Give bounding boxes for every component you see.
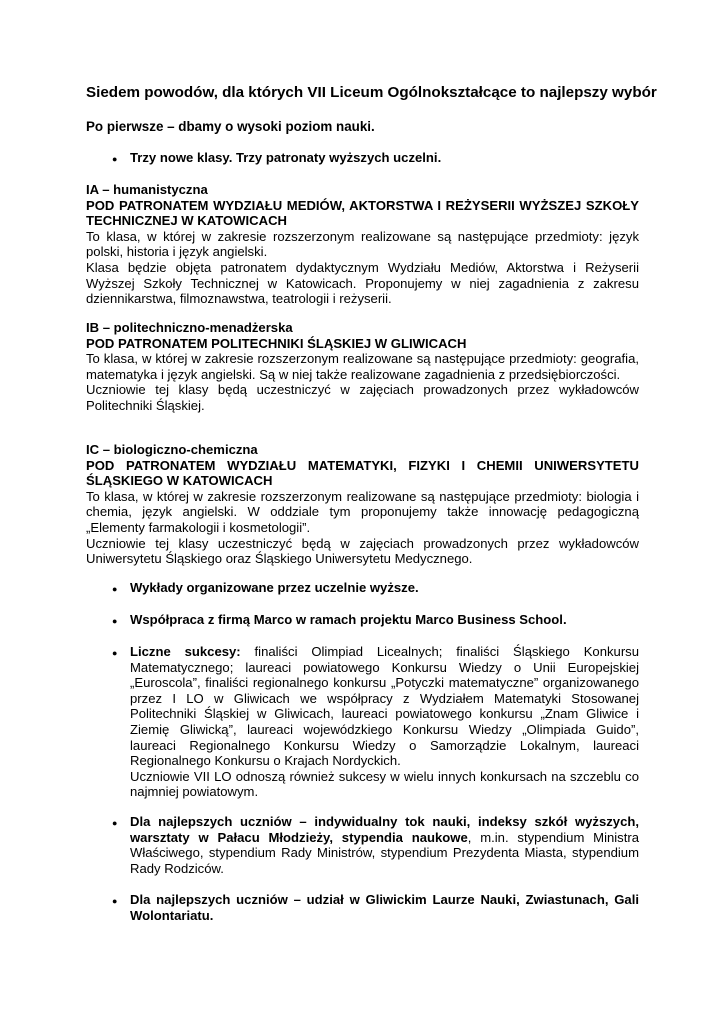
bullet-marco: Współpraca z firmą Marco w ramach projektu Marco Business School.	[130, 612, 567, 627]
class-ic-patron: POD PATRONATEM WYDZIAŁU MATEMATYKI, FIZYKI I CHEMII UNIWERSYTETU ŚLĄSKIEGO W KATOWICACH	[86, 457, 639, 489]
bullet-marker: ●	[112, 154, 118, 164]
class-ib-name: IB – politechniczno-menadżerska	[86, 320, 293, 335]
class-ib-paragraph-2: Uczniowie tej klasy będą uczestniczyć w zajęciach prowadzonych przez wykładowców Politechniki Śląskiej.	[86, 382, 639, 413]
class-ia-section	[86, 182, 639, 307]
class-ia-name: IA – humanistyczna	[86, 182, 208, 197]
bullet-best-students	[130, 814, 639, 876]
class-ia-paragraph-2: Klasa będzie objęta patronatem dydaktycznym Wydziału Mediów, Aktorstwa i Reżyserii Wyższej Szkoły Technicznej w Katowicach. Proponujemy w niej zagadnienia z zakresu dziennikarstwa, filmoznawstwa, teatrologii i reżyserii.	[86, 259, 639, 307]
successes-text: finaliści Olimpiad Licealnych; finaliści Śląskiego Konkursu Matematycznego; laureaci powiatowego Konkursu Wiedzy o Unii Europejskiej „Euroscola”, finaliści regionalnego konkursu „Potyczki matematyczne” organizowanego przez I LO w Gliwicach we współpracy z Wydziałem Matematyki Stosowanej Politechniki Śląskiej w Gliwicach, laureaci powiatowego konkursu „Znam Gliwice i Ziemię Gliwicką”, laureaci wojewódzkiego Konkursu Wiedzy „Olimpiada Guido”, laureaci Regionalnego Konkursu Wiedzy o Samorządzie Lokalnym, laureaci Regionalnego Konkursu o Krajach Nordyckich.	[130, 644, 640, 769]
class-ia-paragraph-1: To klasa, w której w zakresie rozszerzonym realizowane są następujące przedmioty: język polski, historia i język angielski.	[86, 228, 639, 260]
successes-label: Liczne sukcesy:	[130, 644, 241, 659]
class-ib-patron: POD PATRONATEM POLITECHNIKI ŚLĄSKIEJ W GLIWICACH	[86, 335, 467, 351]
class-ib-section	[86, 320, 639, 414]
class-ic-paragraph-2: Uczniowie tej klasy uczestniczyć będą w zajęciach prowadzonych przez wykładowców Uniwersytetu Śląskiego oraz Śląskiego Uniwersytetu Medycznego.	[86, 535, 639, 567]
bullet-three-classes: Trzy nowe klasy. Trzy patronaty wyższych uczelni.	[130, 150, 442, 165]
successes-extra: Uczniowie VII LO odnoszą również sukcesy w wielu innych konkursach na szczeblu co najmniej powiatowym.	[130, 768, 639, 800]
bullet-marker: ●	[112, 896, 118, 906]
bullet-marker: ●	[112, 616, 118, 626]
class-ib-paragraph-1: To klasa, w której w zakresie rozszerzonym realizowane są następujące przedmioty: geografia, matematyka i język angielski. Są w niej także realizowane zagadnienia z przedsiębiorczości.	[86, 351, 639, 382]
bullet-best-students-events: Dla najlepszych uczniów – udział w Gliwickim Laurze Nauki, Zwiastunach, Gali Wolontariatu.	[130, 892, 639, 923]
document-title: Siedem powodów, dla których VII Liceum Ogólnokształcące to najlepszy wybór	[86, 84, 657, 101]
best-students-bold: Dla najlepszych uczniów – indywidualny tok nauki, indeksy szkół wyższych, warsztaty w Pałacu Młodzieży, stypendia naukowe	[130, 814, 639, 845]
class-ic-paragraph-1: To klasa, w której w zakresie rozszerzonym realizowane są następujące przedmioty: biologia i chemia, język angielski. W oddziale tym proponujemy także innowację pedagogiczną „Elementy farmakologii i kosmetologii”.	[86, 488, 639, 535]
bullet-marker: ●	[112, 584, 118, 594]
class-ic-name: IC – biologiczno-chemiczna	[86, 442, 258, 457]
bullet-marker: ●	[112, 818, 118, 828]
bullet-marker: ●	[112, 648, 118, 658]
class-ic-section	[86, 442, 639, 567]
class-ia-patron: POD PATRONATEM WYDZIAŁU MEDIÓW, AKTORSTWA I REŻYSERII WYŻSZEJ SZKOŁY TECHNICZNEJ W KATOWICACH	[86, 197, 639, 229]
first-reason-heading: Po pierwsze – dbamy o wysoki poziom nauki.	[86, 119, 375, 134]
bullet-successes	[130, 644, 639, 800]
best-students-rest: , m.in. stypendium Ministra Właściwego, stypendium Rady Ministrów, stypendium Prezydenta Miasta, stypendium Rady Rodziców.	[130, 829, 639, 876]
bullet-lectures: Wykłady organizowane przez uczelnie wyższe.	[130, 580, 419, 595]
